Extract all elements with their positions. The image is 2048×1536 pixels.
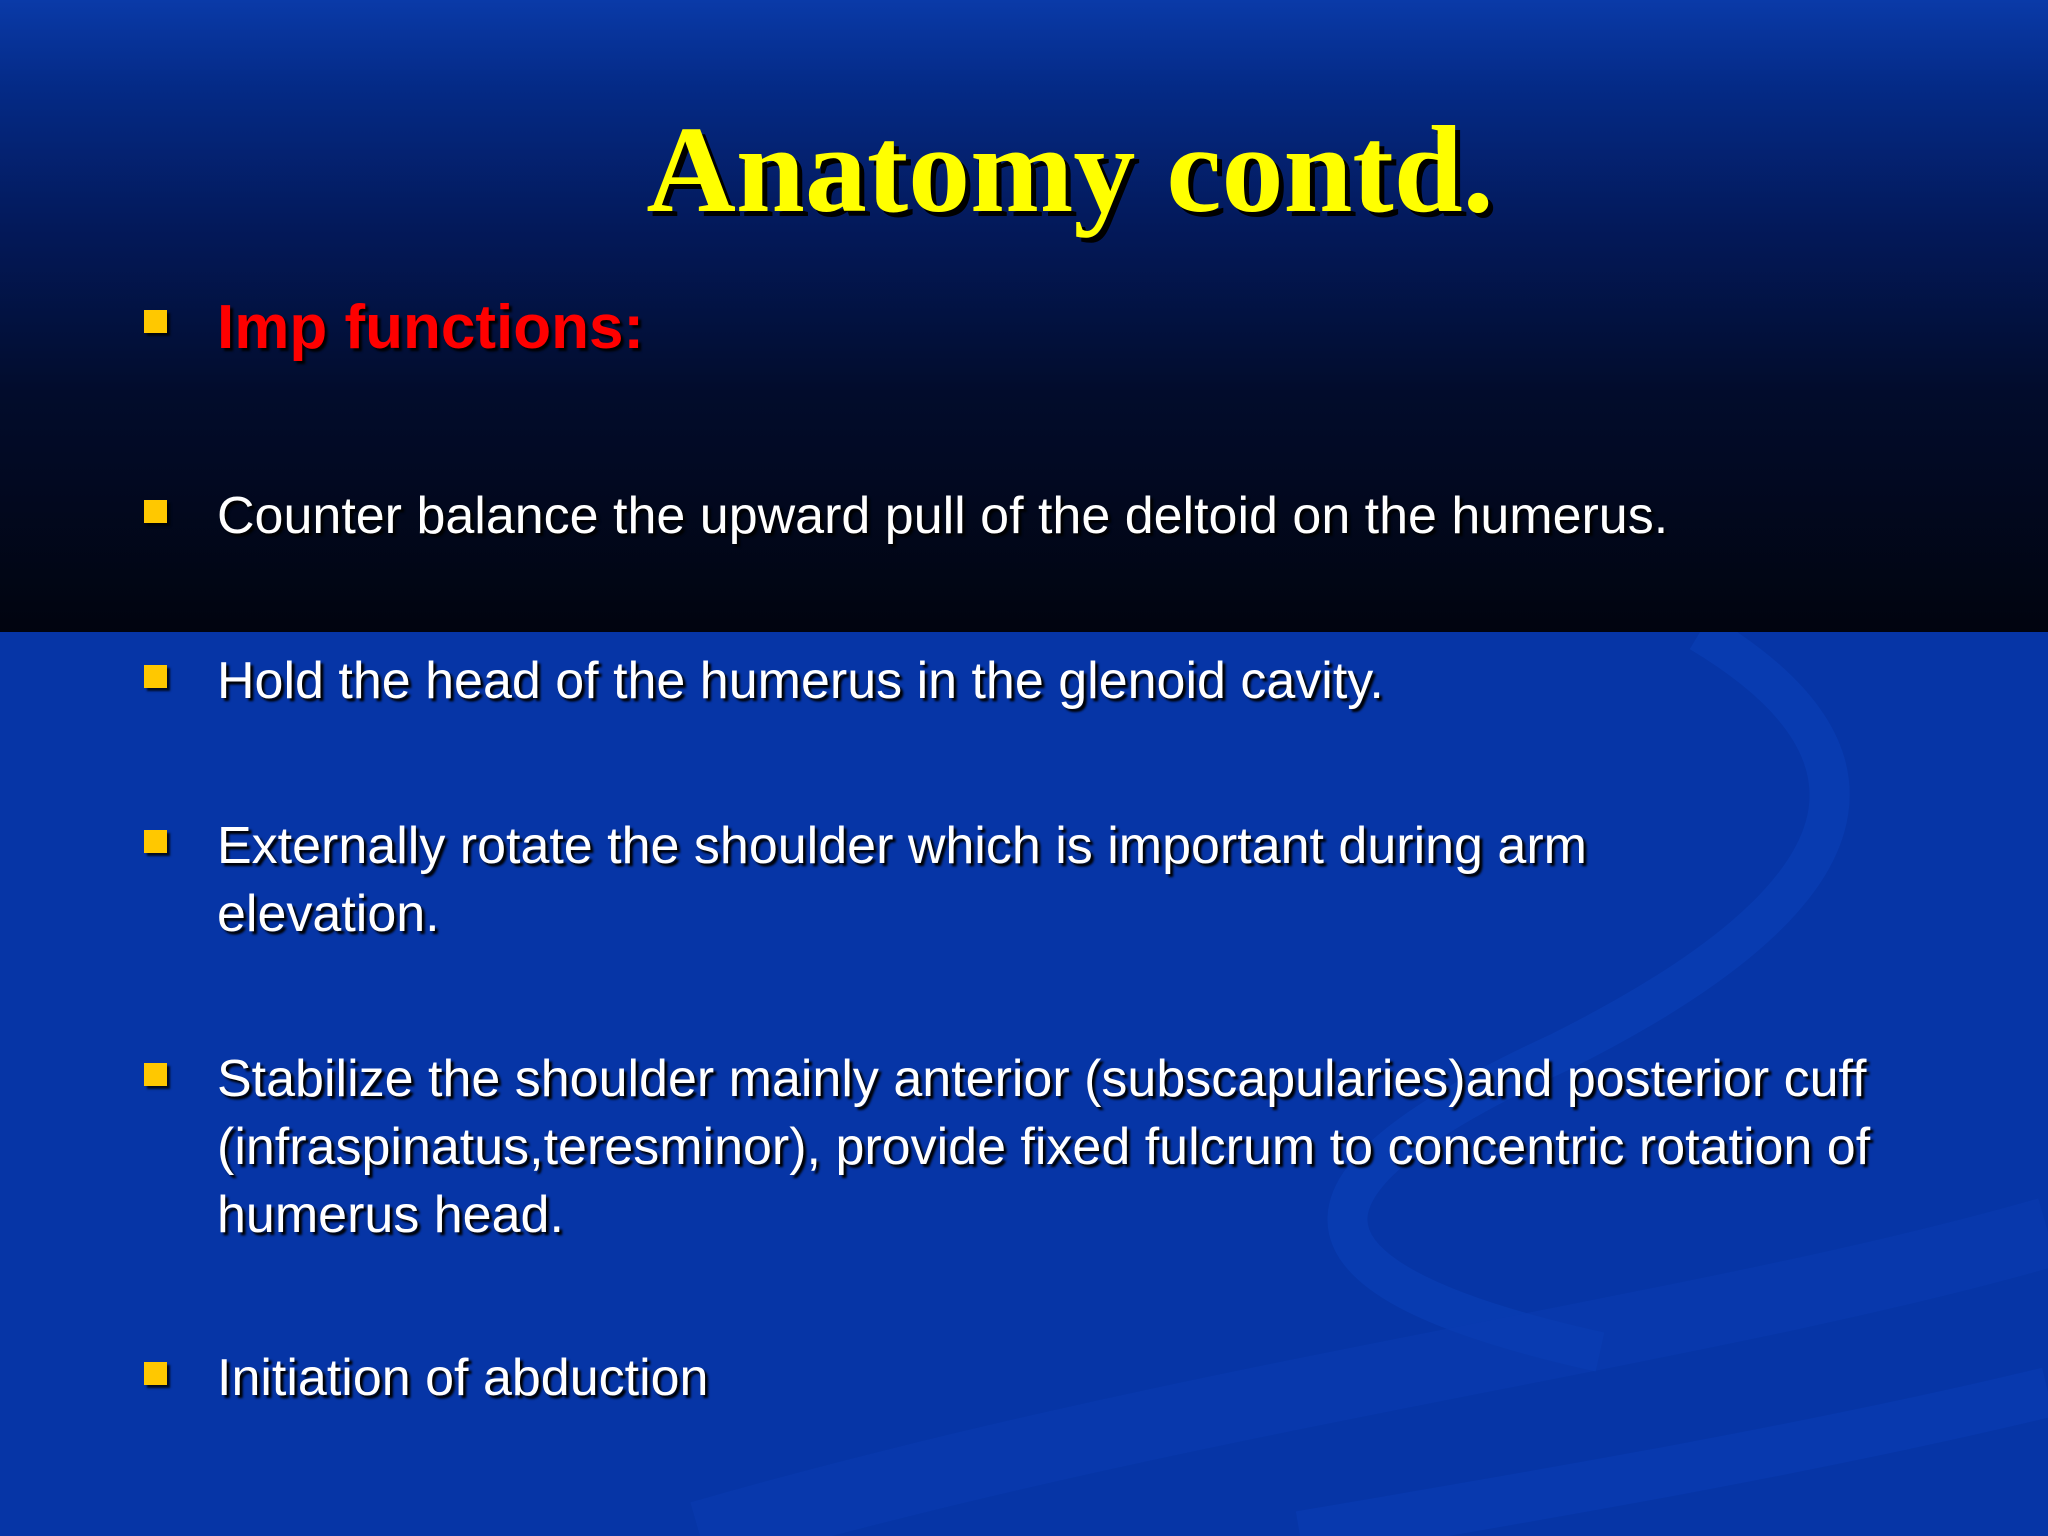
bullet-item: Externally rotate the shoulder which is important during arm elevation.: [217, 817, 1587, 943]
bullet-item-heading: Imp functions:: [217, 293, 645, 362]
bullet-item: Counter balance the upward pull of the deltoid on the humerus.: [217, 487, 1669, 545]
bullet-marker-icon: [144, 665, 167, 688]
bullet-item: Stabilize the shoulder mainly anterior (subscapularies)and posterior cuff (infraspinatus,teresminor), provide fixed fulcrum to concentric rotation of humerus head.: [217, 1050, 1871, 1244]
bullet-marker-icon: [144, 1063, 167, 1086]
bullet-marker-icon: [144, 500, 167, 523]
bullet-marker-icon: [144, 830, 167, 853]
slide-title: Anatomy contd.: [646, 101, 1494, 238]
bullet-marker-icon: [144, 310, 167, 333]
bullet-item: Hold the head of the humerus in the glenoid cavity.: [217, 652, 1384, 710]
bullet-item: Initiation of abduction: [217, 1349, 709, 1407]
bullet-marker-icon: [144, 1362, 167, 1385]
